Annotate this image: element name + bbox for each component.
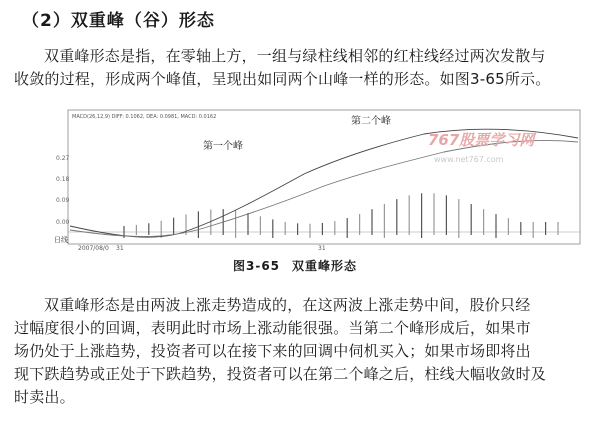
y-tick-3: 0.09 [56,197,70,204]
y-tick-4: 0.00 [56,219,70,226]
macd-histogram [124,193,558,238]
y-tick-2: 0.18 [56,176,70,183]
intro-paragraph [14,45,550,91]
intro-line-2: 收敛的过程，形成两个峰值，呈现出如同两个山峰一样的形态。如图3-65所示。 [14,70,551,88]
macd-figure [54,108,584,252]
body-line-4: 现下跌趋势或正处于下跌趋势，投资者可以在第二个峰之后，柱线大幅收敛时及 [14,365,547,383]
caption-title: 双重峰形态 [292,259,358,273]
watermark-main: 767股票学习网 [428,131,535,149]
date-label-2: 31 [116,245,124,252]
date-label-1: 2007/08/0 [78,245,109,252]
intro-line-1: 双重峰形态是指，在零轴上方，一组与绿柱线相邻的红柱线经过两次发散与 [44,47,546,65]
body-line-2: 过幅度很小的回调，表明此时市场上涨动能很强。当第二个峰形成后，如果市 [14,319,531,337]
body-paragraph [14,294,546,409]
peak2-label: 第二个峰 [351,116,391,127]
body-line-3: 场仍处于上涨趋势，投资者可以在接下来的回调中伺机买入；如果市场即将出 [14,342,531,360]
caption-number: 图3-65 [233,259,281,273]
y-tick-1: 0.27 [56,155,70,162]
left-axis-label: 日线 [54,236,68,244]
watermark-url: www.net767.com [434,155,504,164]
body-line-1: 双重峰形态是由两波上涨走势造成的，在这两波上涨走势中间，股价只经 [44,296,531,314]
body-line-5: 时卖出。 [14,388,75,406]
macd-chart [54,108,584,252]
section-heading: （2）双重峰（谷）形态 [22,11,215,31]
date-label-3: 31 [318,245,326,252]
peak1-label: 第一个峰 [203,141,243,152]
chart-header-text: MACD(26,12,9) DIFF: 0.1062, DEA: 0.0981, MACD: 0.0162 [72,114,217,120]
figure-caption [233,257,357,274]
